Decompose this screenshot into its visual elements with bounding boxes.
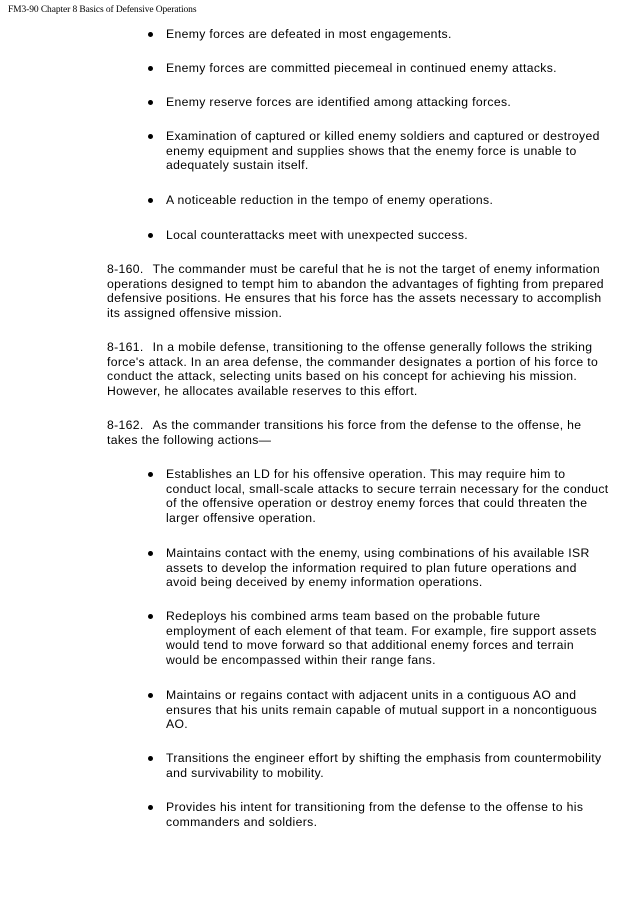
paragraph-8-160 [107, 262, 607, 320]
bullet-icon [148, 805, 153, 810]
paragraph-number: 8-162. [107, 418, 144, 432]
list-item-text: Maintains contact with the enemy, using combinations of his available ISR assets to develop the information required to plan future operations and avoid being deceived by enemy information operations. [166, 546, 590, 590]
list-item-text: Local counterattacks meet with unexpected success. [166, 228, 469, 242]
paragraph-number: 8-160. [107, 262, 144, 276]
bullet-icon [148, 100, 153, 105]
list-item-text: Examination of captured or killed enemy soldiers and captured or destroyed enemy equipment and supplies shows that the enemy force is unable to adequately sustain itself. [166, 129, 600, 173]
paragraph-text: In a mobile defense, transitioning to the offense generally follows the striking force's attack. In an area defense, the commander designates a portion of his force to conduct the attack, selecting units based on his concept for achieving his mission. However, he allocates available reserves to this effort. [107, 340, 599, 398]
paragraph-text: The commander must be careful that he is not the target of enemy information operations designed to tempt him to abandon the advantages of fighting from prepared defensive positions. He ensures that his force has the assets necessary to accomplish its assigned offensive mission. [107, 262, 604, 320]
bullet-icon [148, 472, 153, 477]
list-item-text: Establishes an LD for his offensive operation. This may require him to conduct local, small-scale attacks to secure terrain necessary for the conduct of the offensive operation or destroy enemy forces that could threaten the larger offensive operation. [166, 467, 609, 525]
list-item-text: A noticeable reduction in the tempo of enemy operations. [166, 193, 494, 207]
bullet-icon [148, 551, 153, 556]
bullet-icon [148, 66, 153, 71]
list-item-text: Transitions the engineer effort by shifting the emphasis from countermobility and survivability to mobility. [166, 751, 602, 780]
paragraph-8-162 [107, 418, 607, 447]
paragraph-text: As the commander transitions his force from the defense to the offense, he takes the following actions— [107, 418, 582, 447]
running-head: FM3-90 Chapter 8 Basics of Defensive Operations [8, 5, 197, 15]
bullet-icon [148, 693, 153, 698]
bullet-icon [148, 756, 153, 761]
paragraph-8-161 [107, 340, 607, 398]
bullet-icon [148, 134, 153, 139]
list-item-text: Redeploys his combined arms team based on the probable future employment of each element of that team. For example, fire support assets would tend to move forward so that additional enemy forces and terrain would be encompassed within their range fans. [166, 609, 597, 667]
list-item-text: Enemy forces are committed piecemeal in continued enemy attacks. [166, 61, 557, 75]
bullet-icon [148, 32, 153, 37]
bullet-icon [148, 233, 153, 238]
paragraph-number: 8-161. [107, 340, 144, 354]
list-item-text: Maintains or regains contact with adjacent units in a contiguous AO and ensures that his units remain capable of mutual support in a noncontiguous AO. [166, 688, 598, 732]
bullet-icon [148, 614, 153, 619]
bullet-icon [148, 198, 153, 203]
list-item-text: Enemy reserve forces are identified among attacking forces. [166, 95, 512, 109]
list-item-text: Provides his intent for transitioning from the defense to the offense to his commanders and soldiers. [166, 800, 584, 829]
list-item-text: Enemy forces are defeated in most engagements. [166, 27, 452, 41]
